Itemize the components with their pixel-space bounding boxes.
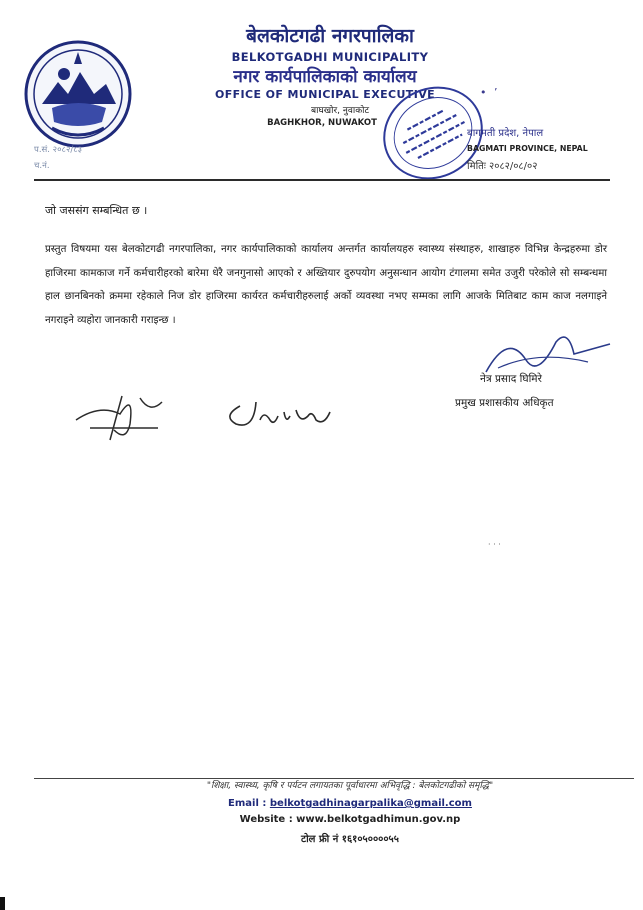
letter-date: मितिः २०८२/०८/०२ [467,161,538,172]
stray-mark: · · · [488,540,501,549]
stamp-decoration: • ’ [480,86,500,99]
reference-number: प.सं. २०८२/८३ [34,145,83,155]
footer-tollfree: टोल फ्री नं १६१०५००००५५ [301,834,399,845]
footer-motto: "शिक्षा, स्वास्थ्य, कृषि र पर्यटन लगायतका पूर्वाधारमा अभिवृद्धि : बेलकोटगढीको समृद्धि" [206,781,494,791]
handwritten-signature-2 [220,390,340,434]
dispatch-number: च.नं. [34,161,50,171]
email-link[interactable]: belkotgadhinagarpalika@gmail.com [269,798,472,809]
salutation: जो जससंग सम्बन्धित छ । [45,204,148,217]
address-english: BAGHKHOR, NUWAKOT [267,118,377,128]
province-english: BAGMATI PROVINCE, NEPAL [467,144,588,153]
municipality-name-english: BELKOTGADHI MUNICIPALITY [231,50,429,64]
province-nepali: बागमती प्रदेश, नेपाल [467,128,544,139]
page-edge-mark [0,897,5,910]
office-name-nepali: नगर कार्यपालिकाको कार्यालय [233,67,417,87]
signer-name: नेत्र प्रसाद घिमिरे [480,373,542,385]
handwritten-signature-1 [70,384,170,444]
signer-title: प्रमुख प्रशासकीय अधिकृत [455,397,554,409]
letter-body: प्रस्तुत विषयमा यस बेलकोटगढी नगरपालिका, नगर कार्यपालिकाको कार्यालय अन्तर्गत कार्यालयहरु स्वास्थ्य संस्थाहरु, शाखाहरु विभिन्न केन्द्रहरुमा डोर हाजिरमा कामकाज गर्ने कर्मचारीहरको बारेमा धेरै जनगुनासो आएको र अख्तियार दुरुपयोग अनुसन्धान आयोग टंगालमा समेत उजुरी परेकोले सो सम्बन्धमा हाल छानबिनको क्रममा रहेकाले निज डोर हाजिरमा कार्यरत कर्मचारीहरुलाई अर्को व्यवस्था नभए सम्मका लागि आजके मितिबाट काम काज नलगाइने नगराइने व्यहोरा जानकारी गराइन्छ । [45,244,607,326]
municipality-emblem-logo [22,38,134,150]
footer-email [90,798,610,809]
office-name-english: OFFICE OF MUNICIPAL EXECUTIVE [214,88,436,101]
address-nepali: बाघखोर, नुवाकोट [311,106,369,116]
municipality-name-nepali: बेलकोटगढी नगरपालिका [246,25,414,47]
header-divider [34,179,610,181]
email-label: Email : [228,798,267,809]
footer-website[interactable]: Website : www.belkotgadhimun.gov.np [239,814,461,825]
